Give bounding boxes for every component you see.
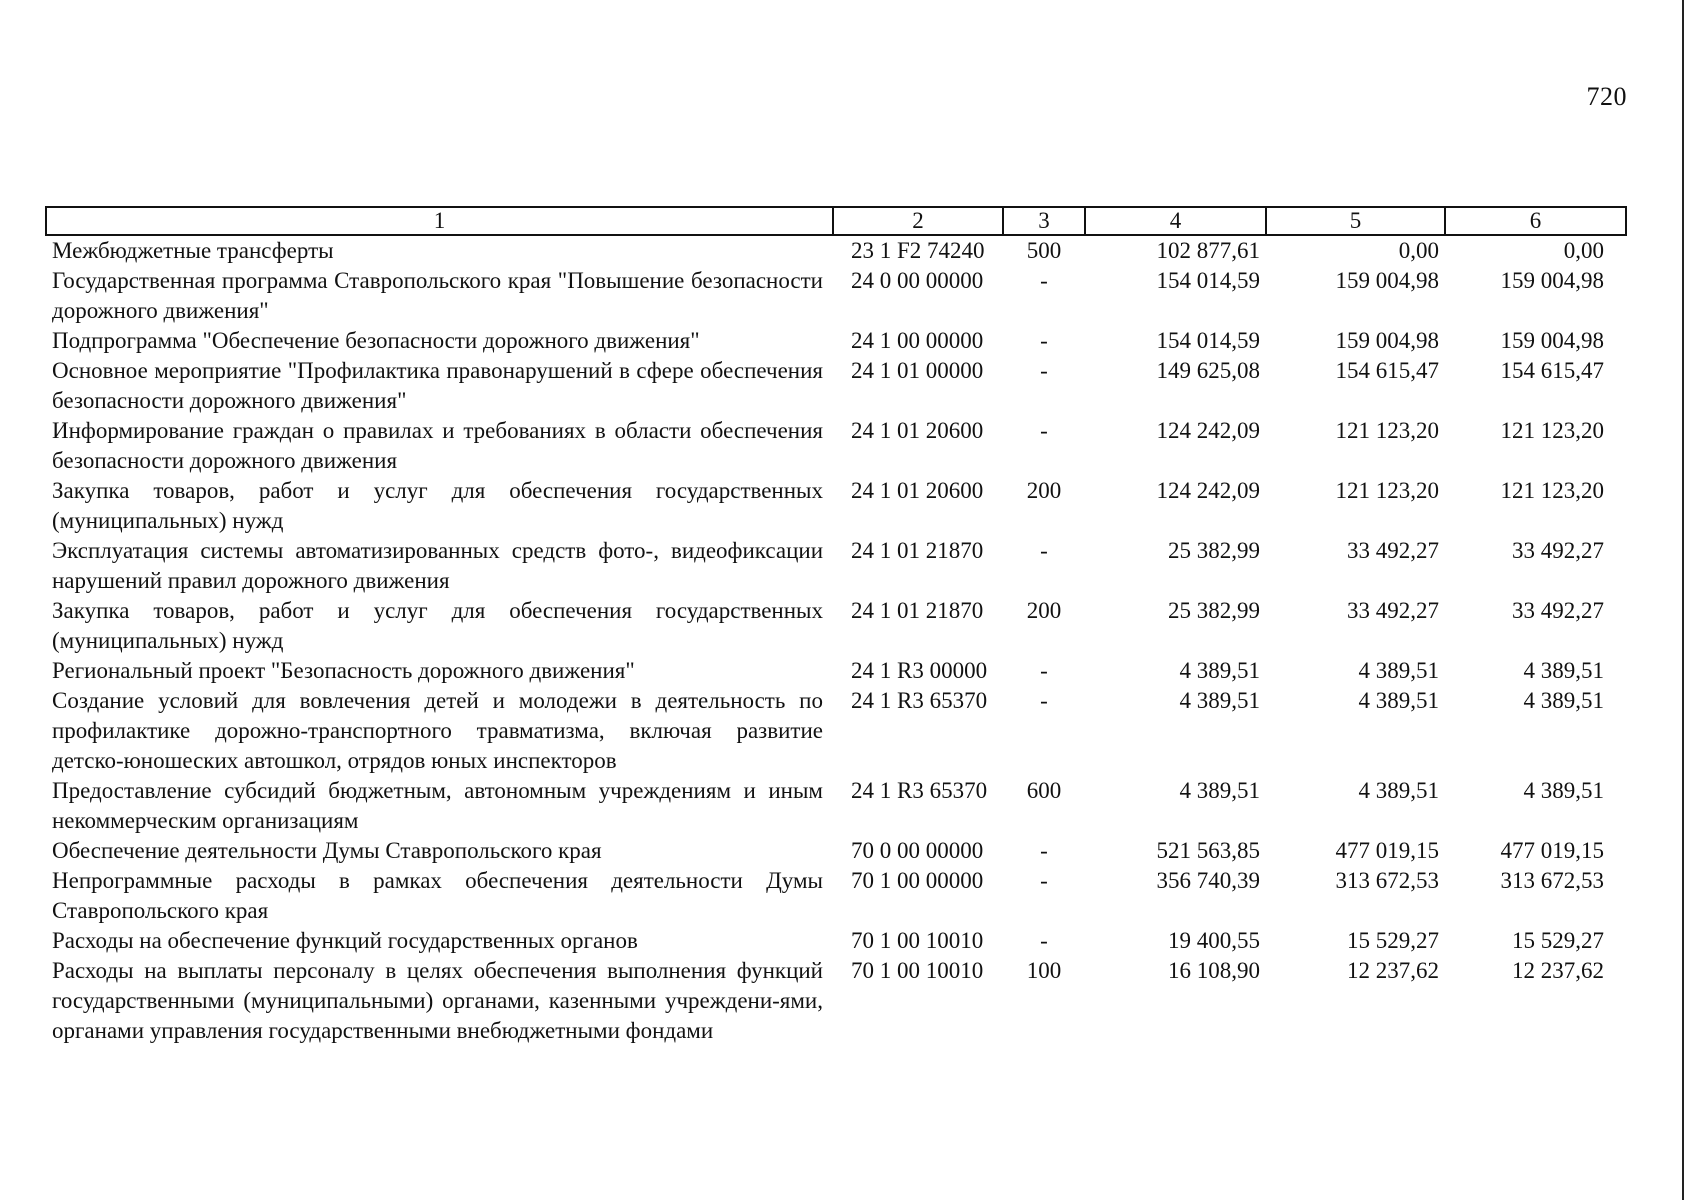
row-amount-col6: 4 389,51 <box>1523 688 1604 713</box>
row-expense-type: 200 <box>1026 598 1062 623</box>
budget-table <box>45 206 1627 1046</box>
scan-edge-line <box>1682 0 1684 1200</box>
row-amount-col6: 121 123,20 <box>1500 418 1604 443</box>
row-amount-col4: 16 108,90 <box>1168 958 1260 983</box>
row-amount-col6: 33 492,27 <box>1512 538 1604 563</box>
table-row <box>46 235 1626 266</box>
header-col-3: 3 <box>1003 207 1085 235</box>
table-row <box>46 596 1626 656</box>
header-col-1: 1 <box>46 207 833 235</box>
row-amount-col5: 0,00 <box>1398 238 1439 263</box>
table-row <box>46 656 1626 686</box>
row-expense-type: - <box>1040 268 1048 293</box>
row-amount-col4: 154 014,59 <box>1156 328 1260 353</box>
page-number: 720 <box>1586 82 1627 111</box>
row-amount-col5: 159 004,98 <box>1335 268 1439 293</box>
row-amount-col4: 149 625,08 <box>1156 358 1260 383</box>
table-body <box>46 235 1626 1046</box>
row-amount-col4: 124 242,09 <box>1156 418 1260 443</box>
table-row <box>46 326 1626 356</box>
table-row <box>46 266 1626 326</box>
row-amount-col4: 19 400,55 <box>1168 928 1260 953</box>
row-amount-col5: 4 389,51 <box>1358 658 1439 683</box>
row-amount-col5: 159 004,98 <box>1335 328 1439 353</box>
row-amount-col6: 121 123,20 <box>1500 478 1604 503</box>
row-amount-col5: 12 237,62 <box>1347 958 1439 983</box>
row-amount-col5: 121 123,20 <box>1335 478 1439 503</box>
row-name: Предоставление субсидий бюджетным, автономным учреждениям и иным некоммерческим организациям <box>52 778 823 833</box>
row-expense-type: - <box>1040 358 1048 383</box>
row-amount-col6: 154 615,47 <box>1500 358 1604 383</box>
row-amount-col4: 25 382,99 <box>1168 538 1260 563</box>
row-name: Основное мероприятие "Профилактика правонарушений в сфере обеспечения безопасности дорожного движения" <box>52 358 823 413</box>
row-amount-col4: 4 389,51 <box>1179 778 1260 803</box>
row-name: Межбюджетные трансферты <box>52 238 334 263</box>
row-name: Закупка товаров, работ и услуг для обеспечения государственных (муниципальных) нужд <box>52 598 823 653</box>
table-header <box>46 207 1626 235</box>
row-name: Расходы на обеспечение функций государственных органов <box>52 928 638 953</box>
row-code: 70 1 00 10010 <box>851 958 984 983</box>
header-col-5: 5 <box>1266 207 1445 235</box>
row-amount-col4: 154 014,59 <box>1156 268 1260 293</box>
row-name: Создание условий для вовлечения детей и молодежи в деятельность по профилактике дорожно-транспортного травматизма, включая развитие детско-юношеских автошкол, отрядов юных инспекторов <box>52 688 823 773</box>
row-amount-col4: 4 389,51 <box>1179 658 1260 683</box>
table-row <box>46 476 1626 536</box>
row-amount-col5: 4 389,51 <box>1358 688 1439 713</box>
row-amount-col5: 15 529,27 <box>1347 928 1439 953</box>
row-code: 24 1 01 20600 <box>851 478 984 503</box>
row-code: 24 1 00 00000 <box>851 328 984 353</box>
row-name: Закупка товаров, работ и услуг для обеспечения государственных (муниципальных) нужд <box>52 478 823 533</box>
row-amount-col5: 4 389,51 <box>1358 778 1439 803</box>
row-code: 70 1 00 00000 <box>851 868 984 893</box>
row-name: Эксплуатация системы автоматизированных средств фото-, видеофиксации нарушений правил дорожного движения <box>52 538 823 593</box>
row-amount-col4: 521 563,85 <box>1156 838 1260 863</box>
row-amount-col5: 154 615,47 <box>1335 358 1439 383</box>
table-row <box>46 776 1626 836</box>
table-row <box>46 836 1626 866</box>
header-col-2: 2 <box>833 207 1003 235</box>
header-row <box>46 207 1626 235</box>
row-expense-type: 500 <box>1026 238 1062 263</box>
row-name: Подпрограмма "Обеспечение безопасности дорожного движения" <box>52 328 700 353</box>
header-col-4: 4 <box>1085 207 1266 235</box>
row-amount-col6: 33 492,27 <box>1512 598 1604 623</box>
row-expense-type: - <box>1040 928 1048 953</box>
row-expense-type: - <box>1040 688 1048 713</box>
row-code: 24 1 R3 65370 <box>851 688 988 713</box>
row-code: 24 1 01 21870 <box>851 538 984 563</box>
row-amount-col6: 313 672,53 <box>1500 868 1604 893</box>
row-amount-col5: 33 492,27 <box>1347 598 1439 623</box>
row-amount-col6: 15 529,27 <box>1512 928 1604 953</box>
row-amount-col5: 33 492,27 <box>1347 538 1439 563</box>
row-amount-col5: 313 672,53 <box>1335 868 1439 893</box>
row-code: 24 0 00 00000 <box>851 268 984 293</box>
row-expense-type: - <box>1040 538 1048 563</box>
row-amount-col6: 477 019,15 <box>1500 838 1604 863</box>
row-amount-col6: 4 389,51 <box>1523 658 1604 683</box>
row-code: 24 1 01 20600 <box>851 418 984 443</box>
row-amount-col4: 356 740,39 <box>1156 868 1260 893</box>
row-amount-col6: 159 004,98 <box>1500 328 1604 353</box>
table-row <box>46 416 1626 476</box>
row-expense-type: 100 <box>1026 958 1062 983</box>
row-code: 23 1 F2 74240 <box>851 238 985 263</box>
row-code: 24 1 R3 65370 <box>851 778 988 803</box>
row-code: 24 1 R3 00000 <box>851 658 988 683</box>
row-expense-type: - <box>1040 418 1048 443</box>
row-code: 24 1 01 00000 <box>851 358 984 383</box>
row-amount-col4: 25 382,99 <box>1168 598 1260 623</box>
row-amount-col4: 102 877,61 <box>1156 238 1260 263</box>
row-code: 70 0 00 00000 <box>851 838 984 863</box>
table-row <box>46 926 1626 956</box>
row-name: Расходы на выплаты персоналу в целях обеспечения выполнения функций государственными (муниципальными) органами, казенными учреждени-ями, органами управления государственными внебюджетными фондами <box>52 958 823 1043</box>
row-expense-type: - <box>1040 328 1048 353</box>
table-row <box>46 956 1626 1046</box>
row-expense-type: - <box>1040 868 1048 893</box>
row-expense-type: 600 <box>1026 778 1062 803</box>
row-expense-type: 200 <box>1026 478 1062 503</box>
table-row <box>46 686 1626 776</box>
table-row <box>46 866 1626 926</box>
row-amount-col6: 4 389,51 <box>1523 778 1604 803</box>
table-row <box>46 356 1626 416</box>
row-amount-col4: 124 242,09 <box>1156 478 1260 503</box>
row-code: 70 1 00 10010 <box>851 928 984 953</box>
row-amount-col4: 4 389,51 <box>1179 688 1260 713</box>
row-name: Государственная программа Ставропольского края "Повышение безопасности дорожного движения" <box>52 268 823 323</box>
table-row <box>46 536 1626 596</box>
row-amount-col5: 121 123,20 <box>1335 418 1439 443</box>
row-amount-col5: 477 019,15 <box>1335 838 1439 863</box>
row-amount-col6: 12 237,62 <box>1512 958 1604 983</box>
row-name: Непрограммные расходы в рамках обеспечения деятельности Думы Ставропольского края <box>52 868 823 923</box>
row-name: Обеспечение деятельности Думы Ставропольского края <box>52 838 602 863</box>
row-name: Информирование граждан о правилах и требованиях в области обеспечения безопасности дорожного движения <box>52 418 823 473</box>
row-expense-type: - <box>1040 838 1048 863</box>
row-expense-type: - <box>1040 658 1048 683</box>
row-amount-col6: 0,00 <box>1563 238 1604 263</box>
row-name: Региональный проект "Безопасность дорожного движения" <box>52 658 635 683</box>
row-code: 24 1 01 21870 <box>851 598 984 623</box>
header-col-6: 6 <box>1445 207 1626 235</box>
row-amount-col6: 159 004,98 <box>1500 268 1604 293</box>
